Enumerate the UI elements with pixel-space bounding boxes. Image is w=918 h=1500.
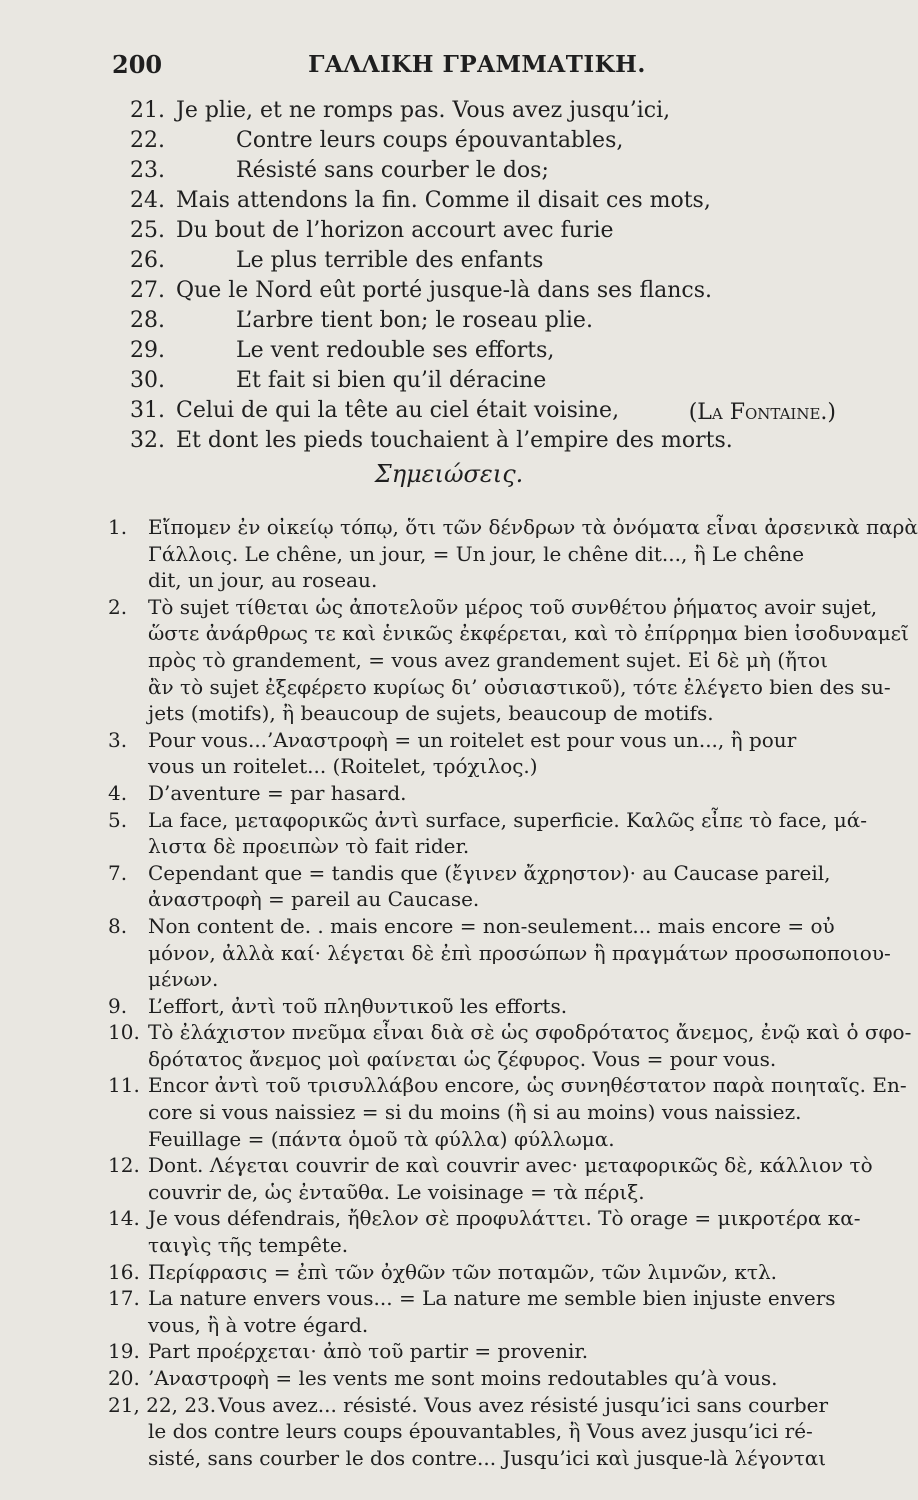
poem-line: 23. Résisté sans courber le dos; xyxy=(130,158,549,183)
notes-block xyxy=(108,514,918,1471)
note-line: vous, ἢ à votre égard. xyxy=(148,1312,369,1337)
poem-line: 25. Du bout de l’horizon accourt avec furie xyxy=(130,218,614,243)
poem-line: 31. Celui de qui la tête au ciel était voisine, xyxy=(130,398,620,423)
note-line: ὥστε ἀνάρθρως τε καὶ ἑνικῶς ἐκφέρεται, καὶ τὸ ἐπίρρημα bien ἰσοδυναμεῖ xyxy=(148,621,909,646)
note-line: 2. Τὸ sujet τίθεται ὡς ἀποτελοῦν μέρος τοῦ συνθέτου ῥήματος avoir sujet, xyxy=(108,594,878,619)
poem-line: 29. Le vent redouble ses efforts, xyxy=(130,338,555,363)
page-header xyxy=(112,50,842,84)
note-line: ταιγὶς τῆς tempête. xyxy=(148,1233,349,1258)
note-line: 7. Cependant que = tandis que (ἔγινεν ἄχρηστον)· au Caucase pareil, xyxy=(108,860,831,885)
poem-line: 28. L’arbre tient bon; le roseau plie. xyxy=(130,308,593,333)
poem-attribution: (La Fontaine.) xyxy=(688,400,836,425)
note-line: le dos contre leurs coups épouvantables, ἢ Vous avez jusqu’ici ré- xyxy=(148,1419,813,1444)
note-line: 1. Εἴπομεν ἐν οἰκείῳ τόπῳ, ὅτι τῶν δένδρων τὰ ὀνόματα εἶναι ἀρσενικὰ παρὰ xyxy=(108,515,918,539)
note-line: 21, 22, 23.Vous avez... résisté. Vous avez résisté jusqu’ici sans courber xyxy=(108,1392,829,1417)
poem-line: 30. Et fait si bien qu’il déracine xyxy=(130,368,547,393)
poem-line: 32. Et dont les pieds touchaient à l’empire des morts. xyxy=(130,428,733,453)
note-line: 8. Non content de. . mais encore = non-seulement... mais encore = οὐ xyxy=(108,913,835,938)
note-line: 3. Pour vous...’Αναστροφὴ = un roitelet est pour vous un..., ἢ pour xyxy=(108,727,797,752)
note-line: λιστα δὲ προειπὼν τὸ fait rider. xyxy=(148,834,470,859)
note-line: μόνον, ἀλλὰ καί· λέγεται δὲ ἐπὶ προσώπων ἢ πραγμάτων προσωποποιου- xyxy=(148,940,891,965)
note-line: 20. ’Αναστροφὴ = les vents me sont moins redoutables qu’à vous. xyxy=(108,1366,778,1390)
note-line: 11. Encor ἀντὶ τοῦ τρισυλλάβου encore, ὡς συνηθέστατον παρὰ ποιηταῖς. En- xyxy=(108,1073,907,1098)
note-line: 4. D’aventure = par hasard. xyxy=(108,780,407,805)
notes-heading: Σημειώσεις. xyxy=(374,460,524,488)
note-line: πρὸς τὸ grandement, = vous avez grandement sujet. Εἰ δὲ μὴ (ἤτοι xyxy=(148,647,828,672)
note-line: 12. Dont. Λέγεται couvrir de καὶ couvrir avec· μεταφορικῶς δὲ, κάλλιον τὸ xyxy=(108,1153,873,1178)
note-line: jets (motifs), ἢ beaucoup de sujets, beaucoup de motifs. xyxy=(148,701,714,726)
running-title: ΓΑΛΛΙΚΗ ΓΡΑΜΜΑΤΙΚΗ. xyxy=(308,51,646,78)
note-line: 17. La nature envers vous... = La nature me semble bien injuste envers xyxy=(108,1286,836,1311)
poem-line: 21. Je plie, et ne romps pas. Vous avez jusqu’ici, xyxy=(130,98,671,123)
note-line: 14. Je vous défendrais, ἤθελον σὲ προφυλάττει. Τὸ orage = μικροτέρα κα- xyxy=(108,1206,861,1231)
poem-line: 22. Contre leurs coups épouvantables, xyxy=(130,128,624,153)
page-number: 200 xyxy=(112,50,163,79)
note-line: 5. La face, μεταφορικῶς ἀντὶ surface, superficie. Καλῶς εἶπε τὸ face, μά- xyxy=(108,807,867,832)
note-line: Γάλλοις. Le chêne, un jour, = Un jour, le chêne dit..., ἢ Le chêne xyxy=(148,541,805,566)
note-line: ἂν τὸ sujet ἐξεφέρετο κυρίως δι’ οὐσιαστικοῦ), τότε ἐλέγετο bien des su- xyxy=(148,674,891,699)
note-line: ἀναστροφὴ = pareil au Caucase. xyxy=(148,887,480,912)
note-line: 19. Part προέρχεται· ἀπὸ τοῦ partir = provenir. xyxy=(108,1339,589,1364)
note-line: vous un roitelet... (Roitelet, τρόχιλος.) xyxy=(148,754,538,779)
note-line: δρότατος ἄνεμος μοὶ φαίνεται ὡς ζέφυρος. Vous = pour vous. xyxy=(148,1046,777,1071)
poem-line: 24. Mais attendons la fin. Comme il disait ces mots, xyxy=(130,188,711,213)
note-line: 9. L’effort, ἀντὶ τοῦ πληθυντικοῦ les efforts. xyxy=(108,993,568,1018)
note-line: Feuillage = (πάντα ὁμοῦ τὰ φύλλα) φύλλωμα. xyxy=(148,1126,615,1151)
poem-line: 27. Que le Nord eût porté jusque-là dans ses flancs. xyxy=(130,278,713,303)
note-line: core si vous naissiez = si du moins (ἢ si au moins) vous naissiez. xyxy=(148,1100,802,1125)
note-line: 16. Περίφρασις = ἐπὶ τῶν ὀχθῶν τῶν ποταμῶν, τῶν λιμνῶν, κτλ. xyxy=(108,1259,777,1284)
note-line: couvrir de, ὡς ἐνταῦθα. Le voisinage = τὰ πέριξ. xyxy=(148,1179,645,1204)
note-line: 10. Τὸ ἐλάχιστον πνεῦμα εἶναι διὰ σὲ ὡς σφοδρότατος ἄνεμος, ἐνῷ καὶ ὁ σφο- xyxy=(108,1020,912,1045)
poem-line: 26. Le plus terrible des enfants xyxy=(130,248,544,273)
note-line: μένων. xyxy=(148,967,219,992)
note-line: sisté, sans courber le dos contre... Jusqu’ici καὶ jusque-là λέγονται xyxy=(148,1445,827,1470)
note-line: dit, un jour, au roseau. xyxy=(148,568,378,593)
